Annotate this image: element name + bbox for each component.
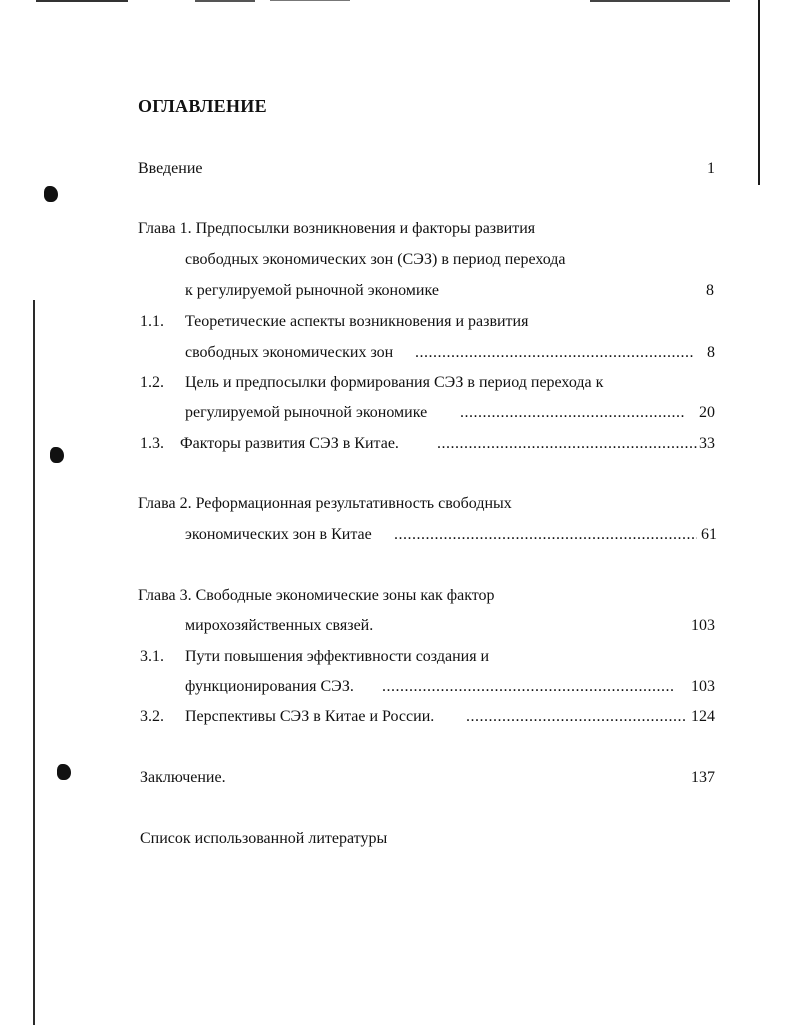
- toc-leader-dots: [460, 403, 686, 423]
- toc-entry-intro: Введение: [138, 160, 203, 177]
- toc-chapter1-heading-line2: свободных экономических зон (СЭЗ) в период перехода: [185, 251, 566, 268]
- toc-leader-dots: [394, 525, 697, 545]
- scan-artifact-top-line: [270, 0, 350, 1]
- toc-section-1-1-line1: Теоретические аспекты возникновения и развития: [185, 313, 529, 330]
- toc-section-3-2-line1: Перспективы СЭЗ в Китае и России.: [185, 708, 435, 725]
- toc-page-section-3-1: 103: [691, 678, 715, 695]
- toc-section-number: 3.1.: [140, 648, 164, 665]
- toc-entry-bibliography: Список использованной литературы: [140, 830, 388, 847]
- toc-section-1-2-line2: регулируемой рыночной экономике: [185, 404, 428, 421]
- toc-chapter3-heading-line1: Глава 3. Свободные экономические зоны как фактор: [138, 587, 495, 604]
- scan-artifact-right-edge: [758, 0, 760, 185]
- toc-chapter1-heading-line1: Глава 1. Предпосылки возникновения и факторы развития: [138, 220, 536, 237]
- scan-artifact-top-line: [195, 0, 255, 2]
- hole-punch-mark: [44, 186, 58, 202]
- toc-title: ОГЛАВЛЕНИЕ: [138, 96, 267, 116]
- toc-leader-dots: [415, 343, 693, 363]
- toc-entry-conclusion: Заключение.: [140, 769, 226, 786]
- toc-section-1-2-line1: Цель и предпосылки формирования СЭЗ в период перехода к: [185, 374, 604, 391]
- toc-page-section-1-1: 8: [707, 344, 715, 361]
- toc-leader-dots: [382, 677, 675, 697]
- toc-section-3-1-line2: функционирования СЭЗ.: [185, 678, 354, 695]
- toc-chapter1-heading-line3: к регулируемой рыночной экономике: [185, 282, 439, 299]
- toc-chapter2-heading-line1: Глава 2. Реформационная результативность свободных: [138, 495, 512, 512]
- toc-section-number: 1.2.: [140, 374, 164, 391]
- hole-punch-mark: [50, 447, 64, 463]
- toc-section-number: 1.1.: [140, 313, 164, 330]
- hole-punch-mark: [57, 764, 71, 780]
- toc-section-3-1-line1: Пути повышения эффективности создания и: [185, 648, 490, 665]
- toc-section-number: 1.3.: [140, 435, 164, 452]
- toc-section-1-1-line2: свободных экономических зон: [185, 344, 394, 361]
- toc-chapter2-heading-line2: экономических зон в Китае: [185, 526, 372, 543]
- toc-page-section-1-2: 20: [699, 404, 715, 421]
- toc-page-intro: 1: [707, 160, 715, 177]
- toc-page-chapter3: 103: [691, 617, 715, 634]
- toc-leader-dots: [437, 434, 697, 454]
- toc-page-chapter2: 61: [701, 526, 717, 543]
- scan-artifact-left-edge: [33, 300, 35, 1025]
- toc-chapter3-heading-line2: мирохозяйственных связей.: [185, 617, 374, 634]
- toc-leader-dots: [466, 707, 686, 727]
- scan-artifact-top-line: [36, 0, 128, 2]
- toc-section-1-3-line1: Факторы развития СЭЗ в Китае.: [180, 435, 399, 452]
- toc-page-chapter1: 8: [706, 282, 714, 299]
- toc-page-section-1-3: 33: [699, 435, 715, 452]
- toc-section-number: 3.2.: [140, 708, 164, 725]
- toc-page-section-3-2: 124: [691, 708, 715, 725]
- toc-page-conclusion: 137: [691, 769, 715, 786]
- scan-artifact-top-line: [590, 0, 730, 2]
